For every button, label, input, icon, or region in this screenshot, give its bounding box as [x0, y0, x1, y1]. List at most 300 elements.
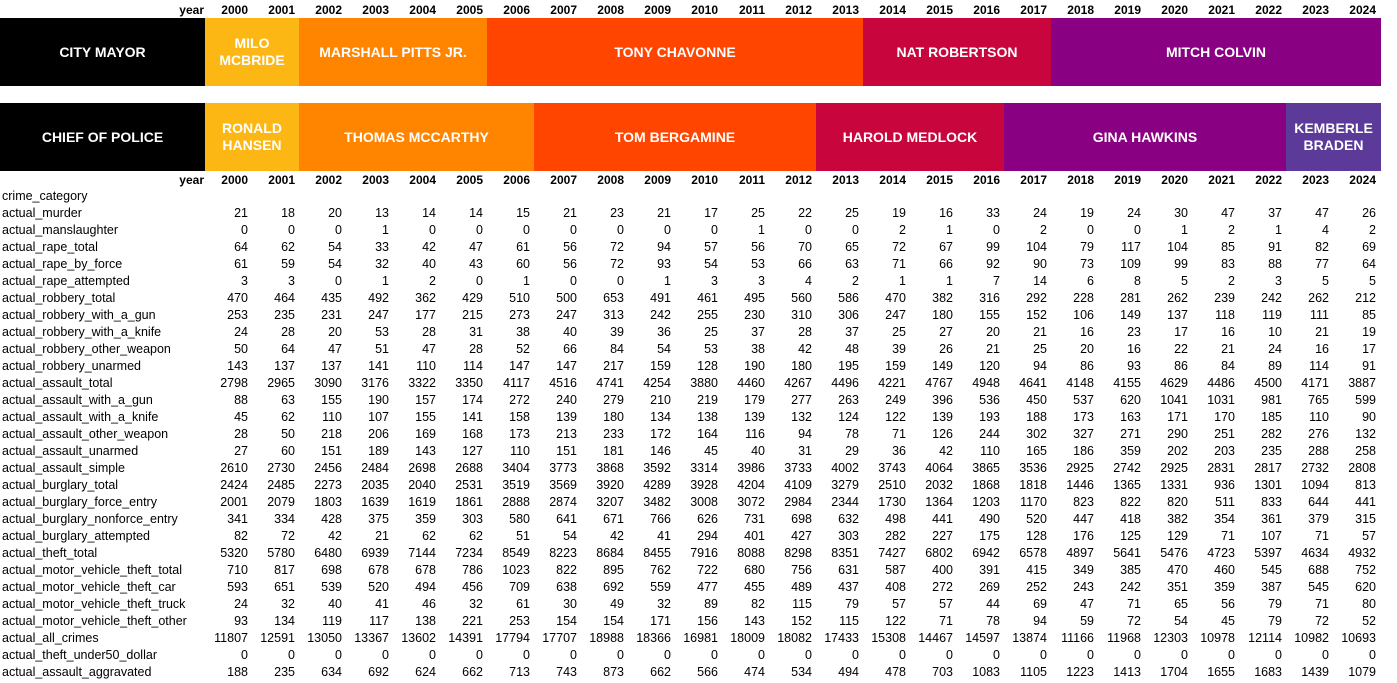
table-cell: 3176 — [361, 376, 389, 390]
table-cell: 4741 — [596, 376, 624, 390]
row-category: actual_robbery_unarmed — [2, 359, 141, 373]
year-2018: 2018 — [1067, 173, 1094, 187]
table-cell: 85 — [1362, 308, 1376, 322]
table-cell: 3536 — [1019, 461, 1047, 475]
year-2000: 2000 — [221, 173, 248, 187]
table-cell: 72 — [610, 257, 624, 271]
table-cell: 24 — [1268, 342, 1282, 356]
table-cell: 3207 — [596, 495, 624, 509]
table-cell: 0 — [1134, 223, 1141, 237]
table-cell: 3404 — [502, 461, 530, 475]
table-cell: 18366 — [636, 631, 671, 645]
table-cell: 492 — [368, 291, 389, 305]
table-cell: 0 — [570, 223, 577, 237]
table-cell: 813 — [1355, 478, 1376, 492]
table-cell: 2742 — [1113, 461, 1141, 475]
table-cell: 3322 — [408, 376, 436, 390]
table-cell: 127 — [462, 444, 483, 458]
table-cell: 19 — [892, 206, 906, 220]
table-cell: 354 — [1214, 512, 1235, 526]
table-cell: 3 — [241, 274, 248, 288]
table-cell: 4723 — [1207, 546, 1235, 560]
table-cell: 25 — [1033, 342, 1047, 356]
year-2015: 2015 — [926, 3, 953, 17]
row-category: actual_rape_by_force — [2, 257, 123, 271]
table-cell: 48 — [845, 342, 859, 356]
table-cell: 93 — [234, 614, 248, 628]
table-cell: 743 — [556, 665, 577, 679]
table-cell: 566 — [697, 665, 718, 679]
table-cell: 13874 — [1012, 631, 1047, 645]
table-cell: 4932 — [1348, 546, 1376, 560]
table-row — [0, 443, 1397, 460]
table-cell: 3314 — [690, 461, 718, 475]
table-cell: 28 — [798, 325, 812, 339]
table-cell: 0 — [1275, 648, 1282, 662]
table-cell: 823 — [1073, 495, 1094, 509]
table-cell: 620 — [1120, 393, 1141, 407]
table-cell: 88 — [234, 393, 248, 407]
table-cell: 4 — [1322, 223, 1329, 237]
table-cell: 5476 — [1160, 546, 1188, 560]
table-cell: 60 — [516, 257, 530, 271]
table-cell: 4155 — [1113, 376, 1141, 390]
table-cell: 3 — [288, 274, 295, 288]
table-cell: 470 — [1167, 563, 1188, 577]
table-cell: 57 — [892, 597, 906, 611]
year-label: year — [179, 173, 204, 187]
table-cell: 242 — [1120, 580, 1141, 594]
table-cell: 66 — [563, 342, 577, 356]
table-cell: 71 — [1315, 529, 1329, 543]
table-cell: 5320 — [220, 546, 248, 560]
table-cell: 243 — [1073, 580, 1094, 594]
table-cell: 71 — [1127, 597, 1141, 611]
table-cell: 272 — [932, 580, 953, 594]
table-row — [0, 545, 1397, 562]
table-cell: 54 — [563, 529, 577, 543]
table-cell: 91 — [1268, 240, 1282, 254]
year-2018: 2018 — [1067, 3, 1094, 17]
table-cell: 40 — [328, 597, 342, 611]
table-cell: 7916 — [690, 546, 718, 560]
table-cell: 833 — [1261, 495, 1282, 509]
table-cell: 56 — [563, 257, 577, 271]
table-cell: 1639 — [361, 495, 389, 509]
table-cell: 2984 — [784, 495, 812, 509]
table-cell: 20 — [1080, 342, 1094, 356]
table-cell: 762 — [650, 563, 671, 577]
table-cell: 294 — [697, 529, 718, 543]
table-cell: 359 — [415, 512, 436, 526]
police-timeline — [0, 103, 1381, 171]
table-cell: 63 — [845, 257, 859, 271]
table-cell: 1223 — [1066, 665, 1094, 679]
table-cell: 1083 — [972, 665, 1000, 679]
table-cell: 84 — [610, 342, 624, 356]
table-row — [0, 222, 1397, 239]
table-cell: 1094 — [1301, 478, 1329, 492]
table-cell: 382 — [932, 291, 953, 305]
table-cell: 21 — [1033, 325, 1047, 339]
table-cell: 137 — [1167, 308, 1188, 322]
table-cell: 1 — [382, 274, 389, 288]
table-cell: 1331 — [1160, 478, 1188, 492]
table-cell: 82 — [751, 597, 765, 611]
table-cell: 0 — [617, 648, 624, 662]
table-cell: 2 — [429, 274, 436, 288]
table-cell: 359 — [1214, 580, 1235, 594]
table-cell: 247 — [885, 308, 906, 322]
year-2002: 2002 — [315, 173, 342, 187]
table-cell: 2610 — [220, 461, 248, 475]
table-cell: 822 — [556, 563, 577, 577]
table-cell: 155 — [979, 308, 1000, 322]
year-2013: 2013 — [832, 3, 859, 17]
table-row — [0, 392, 1397, 409]
table-cell: 692 — [368, 665, 389, 679]
table-cell: 817 — [274, 563, 295, 577]
table-cell: 3519 — [502, 478, 530, 492]
table-cell: 1365 — [1113, 478, 1141, 492]
table-cell: 0 — [382, 648, 389, 662]
table-cell: 0 — [617, 274, 624, 288]
table-cell: 173 — [509, 427, 530, 441]
table-cell: 79 — [1080, 240, 1094, 254]
table-cell: 2 — [852, 274, 859, 288]
year-2014: 2014 — [879, 173, 906, 187]
table-cell: 13 — [375, 206, 389, 220]
table-cell: 580 — [509, 512, 530, 526]
table-row — [0, 579, 1397, 596]
table-cell: 217 — [603, 359, 624, 373]
table-cell: 303 — [462, 512, 483, 526]
table-cell: 709 — [509, 580, 530, 594]
table-cell: 26 — [1362, 206, 1376, 220]
table-cell: 0 — [476, 223, 483, 237]
table-cell: 21 — [375, 529, 389, 543]
table-cell: 62 — [281, 410, 295, 424]
table-cell: 5 — [1322, 274, 1329, 288]
table-cell: 678 — [368, 563, 389, 577]
table-cell: 0 — [335, 223, 342, 237]
table-cell: 4767 — [925, 376, 953, 390]
table-cell: 36 — [657, 325, 671, 339]
table-cell: 698 — [791, 512, 812, 526]
table-cell: 4002 — [831, 461, 859, 475]
table-cell: 0 — [523, 223, 530, 237]
table-cell: 152 — [791, 614, 812, 628]
table-cell: 489 — [791, 580, 812, 594]
crime-table — [0, 188, 1397, 681]
table-cell: 253 — [509, 614, 530, 628]
table-cell: 228 — [1073, 291, 1094, 305]
table-cell: 276 — [1308, 427, 1329, 441]
table-cell: 154 — [556, 614, 577, 628]
table-cell: 177 — [415, 308, 436, 322]
table-cell: 137 — [321, 359, 342, 373]
year-2011: 2011 — [738, 3, 765, 17]
table-row — [0, 239, 1397, 256]
year-2020: 2020 — [1161, 3, 1188, 17]
table-cell: 173 — [1073, 410, 1094, 424]
year-2023: 2023 — [1302, 173, 1329, 187]
table-cell: 71 — [939, 614, 953, 628]
table-cell: 163 — [1120, 410, 1141, 424]
police-term-1: THOMAS MCCARTHY — [299, 103, 534, 171]
table-cell: 698 — [321, 563, 342, 577]
table-cell: 138 — [697, 410, 718, 424]
table-cell: 110 — [510, 444, 530, 458]
table-cell: 111 — [1309, 308, 1329, 322]
year-header-bottom — [0, 171, 1397, 189]
table-cell: 0 — [1228, 648, 1235, 662]
year-2010: 2010 — [691, 173, 718, 187]
table-cell: 559 — [650, 580, 671, 594]
table-cell: 511 — [1215, 495, 1235, 509]
table-cell: 680 — [744, 563, 765, 577]
table-cell: 85 — [1221, 240, 1235, 254]
table-row — [0, 494, 1397, 511]
table-cell: 61 — [516, 240, 530, 254]
table-cell: 40 — [422, 257, 436, 271]
table-cell: 42 — [939, 444, 953, 458]
table-cell: 249 — [885, 393, 906, 407]
table-cell: 149 — [932, 359, 953, 373]
table-cell: 89 — [1268, 359, 1282, 373]
table-cell: 212 — [1355, 291, 1376, 305]
police-title: CHIEF OF POLICE — [0, 103, 205, 171]
table-cell: 61 — [516, 597, 530, 611]
table-cell: 2732 — [1301, 461, 1329, 475]
table-cell: 3 — [1275, 274, 1282, 288]
table-cell: 65 — [845, 240, 859, 254]
row-category: actual_manslaughter — [2, 223, 119, 237]
table-cell: 258 — [1355, 444, 1376, 458]
table-row — [0, 375, 1397, 392]
table-cell: 279 — [603, 393, 624, 407]
table-cell: 2035 — [361, 478, 389, 492]
table-cell: 0 — [1369, 648, 1376, 662]
table-cell: 435 — [321, 291, 342, 305]
row-category: actual_burglary_nonforce_entry — [2, 512, 178, 526]
table-cell: 110 — [416, 359, 436, 373]
table-cell: 30 — [1174, 206, 1188, 220]
year-2000: 2000 — [221, 3, 248, 17]
year-2021: 2021 — [1208, 173, 1235, 187]
table-cell: 327 — [1073, 427, 1094, 441]
table-cell: 210 — [650, 393, 671, 407]
row-category: actual_robbery_with_a_gun — [2, 308, 156, 322]
table-cell: 0 — [852, 223, 859, 237]
table-cell: 66 — [798, 257, 812, 271]
table-cell: 391 — [979, 563, 1000, 577]
table-cell: 0 — [288, 223, 295, 237]
table-cell: 4204 — [737, 478, 765, 492]
table-cell: 4064 — [925, 461, 953, 475]
table-cell: 174 — [462, 393, 483, 407]
table-cell: 32 — [375, 257, 389, 271]
table-cell: 1203 — [972, 495, 1000, 509]
table-cell: 290 — [1167, 427, 1188, 441]
table-cell: 500 — [556, 291, 577, 305]
table-row — [0, 477, 1397, 494]
table-cell: 2 — [1040, 223, 1047, 237]
table-cell: 19 — [1362, 325, 1376, 339]
table-cell: 117 — [1121, 240, 1141, 254]
table-row — [0, 511, 1397, 528]
table-cell: 4289 — [643, 478, 671, 492]
table-row — [0, 358, 1397, 375]
table-cell: 143 — [227, 359, 248, 373]
table-cell: 88 — [1268, 257, 1282, 271]
table-cell: 21 — [1221, 342, 1235, 356]
table-cell: 213 — [556, 427, 577, 441]
table-cell: 4500 — [1254, 376, 1282, 390]
table-row — [0, 324, 1397, 341]
table-cell: 15308 — [871, 631, 906, 645]
row-category: actual_rape_attempted — [2, 274, 130, 288]
table-cell: 3482 — [643, 495, 671, 509]
table-cell: 341 — [227, 512, 248, 526]
year-2004: 2004 — [409, 173, 436, 187]
table-cell: 78 — [845, 427, 859, 441]
table-cell: 3773 — [549, 461, 577, 475]
table-cell: 1683 — [1254, 665, 1282, 679]
table-cell: 710 — [227, 563, 248, 577]
table-cell: 50 — [234, 342, 248, 356]
table-cell: 185 — [1261, 410, 1282, 424]
table-cell: 14467 — [918, 631, 953, 645]
table-cell: 662 — [650, 665, 671, 679]
table-cell: 1031 — [1207, 393, 1235, 407]
table-cell: 8351 — [831, 546, 859, 560]
table-cell: 152 — [1026, 308, 1047, 322]
table-cell: 122 — [885, 410, 906, 424]
table-cell: 45 — [234, 410, 248, 424]
table-cell: 1 — [946, 274, 953, 288]
table-cell: 624 — [415, 665, 436, 679]
table-cell: 24 — [234, 597, 248, 611]
year-2021: 2021 — [1208, 3, 1235, 17]
table-cell: 359 — [1120, 444, 1141, 458]
table-row — [0, 460, 1397, 477]
table-cell: 7144 — [408, 546, 436, 560]
mayor-term-3: NAT ROBERTSON — [863, 18, 1051, 86]
table-cell: 106 — [1073, 308, 1094, 322]
table-cell: 239 — [1214, 291, 1235, 305]
table-cell: 0 — [899, 648, 906, 662]
table-cell: 202 — [1167, 444, 1188, 458]
table-cell: 4148 — [1066, 376, 1094, 390]
table-cell: 252 — [1026, 580, 1047, 594]
table-cell: 188 — [227, 665, 248, 679]
table-cell: 31 — [798, 444, 812, 458]
table-cell: 51 — [375, 342, 389, 356]
table-header-row — [0, 188, 1397, 205]
table-cell: 50 — [281, 427, 295, 441]
table-cell: 99 — [1174, 257, 1188, 271]
row-category: actual_burglary_attempted — [2, 529, 151, 543]
table-row — [0, 307, 1397, 324]
police-term-3: HAROLD MEDLOCK — [816, 103, 1004, 171]
table-cell: 18 — [281, 206, 295, 220]
table-cell: 2 — [899, 223, 906, 237]
table-cell: 137 — [274, 359, 295, 373]
table-cell: 138 — [415, 614, 436, 628]
table-cell: 114 — [463, 359, 483, 373]
year-2024: 2024 — [1349, 173, 1376, 187]
table-row — [0, 273, 1397, 290]
table-cell: 560 — [791, 291, 812, 305]
table-cell: 242 — [650, 308, 671, 322]
table-cell: 494 — [838, 665, 859, 679]
row-category: actual_assault_aggravated — [2, 665, 152, 679]
table-cell: 215 — [462, 308, 483, 322]
table-cell: 4 — [805, 274, 812, 288]
table-cell: 334 — [274, 512, 295, 526]
table-cell: 292 — [1026, 291, 1047, 305]
table-cell: 4516 — [549, 376, 577, 390]
table-cell: 491 — [650, 291, 671, 305]
table-cell: 149 — [1120, 308, 1141, 322]
table-cell: 64 — [1362, 257, 1376, 271]
table-cell: 134 — [650, 410, 671, 424]
table-cell: 11807 — [214, 631, 248, 645]
row-category: actual_motor_vehicle_theft_other — [2, 614, 187, 628]
table-cell: 626 — [697, 512, 718, 526]
table-cell: 122 — [885, 614, 906, 628]
table-cell: 4267 — [784, 376, 812, 390]
table-cell: 47 — [1221, 206, 1235, 220]
table-cell: 2730 — [267, 461, 295, 475]
table-cell: 3569 — [549, 478, 577, 492]
table-cell: 1655 — [1207, 665, 1235, 679]
table-cell: 71 — [1221, 529, 1235, 543]
table-cell: 464 — [274, 291, 295, 305]
table-cell: 0 — [1322, 648, 1329, 662]
table-cell: 244 — [979, 427, 1000, 441]
table-cell: 151 — [321, 444, 342, 458]
year-2022: 2022 — [1255, 3, 1282, 17]
table-cell: 91 — [1362, 359, 1376, 373]
row-category: actual_robbery_other_weapon — [2, 342, 171, 356]
table-cell: 186 — [1073, 444, 1094, 458]
table-cell: 638 — [556, 580, 577, 594]
table-cell: 37 — [751, 325, 765, 339]
table-cell: 22 — [798, 206, 812, 220]
table-cell: 2925 — [1160, 461, 1188, 475]
table-cell: 4221 — [878, 376, 906, 390]
table-cell: 12303 — [1153, 631, 1188, 645]
table-cell: 69 — [1033, 597, 1047, 611]
mayor-timeline — [0, 18, 1381, 86]
table-cell: 143 — [744, 614, 765, 628]
table-cell: 7234 — [455, 546, 483, 560]
table-cell: 45 — [704, 444, 718, 458]
table-cell: 141 — [462, 410, 483, 424]
year-2006: 2006 — [503, 173, 530, 187]
table-row — [0, 205, 1397, 222]
table-cell: 84 — [1221, 359, 1235, 373]
table-cell: 4634 — [1301, 546, 1329, 560]
table-cell: 599 — [1355, 393, 1376, 407]
table-cell: 277 — [791, 393, 812, 407]
table-cell: 3865 — [972, 461, 1000, 475]
table-cell: 51 — [516, 529, 530, 543]
table-cell: 2965 — [267, 376, 295, 390]
year-2019: 2019 — [1114, 3, 1141, 17]
